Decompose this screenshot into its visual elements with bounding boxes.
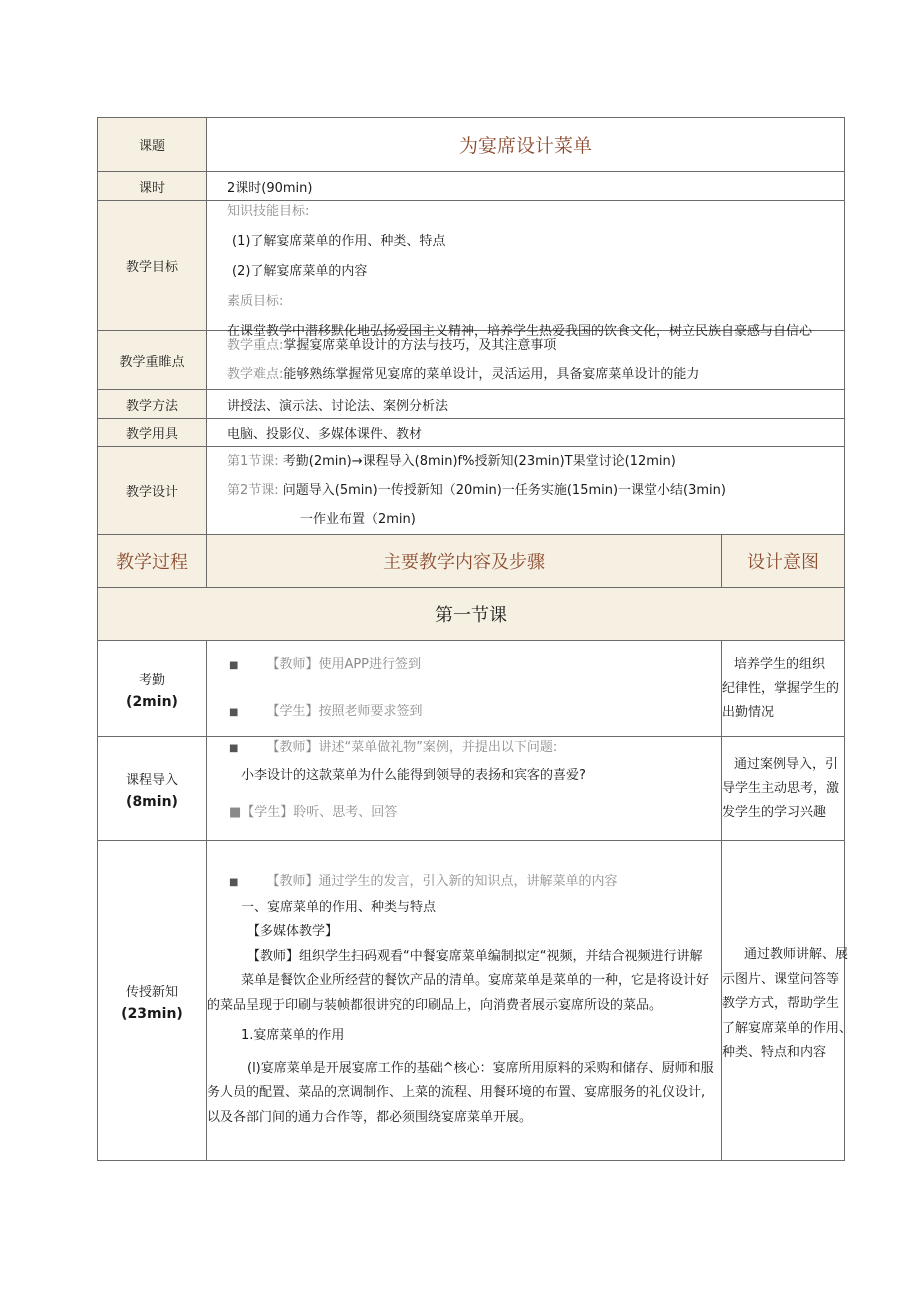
- tools-value: 电脑、投影仪、多媒体课件、教材: [207, 419, 845, 447]
- method-value: 讲授法、演示法、讨论法、案例分析法: [207, 390, 845, 419]
- goals-label: 教学目标: [98, 201, 207, 331]
- attendance-teacher: 【教师】使用APP进行签到: [266, 656, 422, 672]
- title-label: 课题: [98, 118, 207, 172]
- lesson-title: 为宴席设计菜单: [207, 118, 845, 172]
- knowledge-goal-2: (2)了解宴席菜单的内容: [232, 264, 368, 279]
- teach-intent: [722, 841, 853, 1161]
- teach-para1-line2: 的菜品呈现于印刷与装帧都很讲究的印刷品上，向消费者展示宴席所设的菜品。: [207, 997, 663, 1013]
- bullet-icon: ■: [229, 706, 239, 718]
- goals-cell: [207, 201, 845, 339]
- intent-line: 导学生主动思考，激: [722, 780, 840, 796]
- design-lesson1: 考勤(2min)→课程导入(8min)f%授新知(23min)T果堂讨论(12min): [282, 454, 676, 469]
- teach-heading-1: 一、宴席菜单的作用、种类与特点: [241, 899, 437, 915]
- method-label: 教学方法: [98, 390, 207, 419]
- teach-teacher-2: 组织学生扫码观看“中餐宴席菜单编制拟定“视频，并结合视频进行讲解: [299, 948, 703, 964]
- intent-line: 培养学生的组织: [734, 656, 826, 672]
- teach-media: 【多媒体教学】: [247, 924, 339, 939]
- design-lesson1-label: 第1节课:: [227, 454, 279, 469]
- intro-student: ■【学生】聆听、思考、回答: [229, 805, 398, 820]
- design-label: 教学设计: [98, 447, 207, 535]
- hours-value: 2课时(90min): [207, 172, 845, 201]
- intro-intent: [722, 737, 845, 841]
- intent-line: 种类、特点和内容: [722, 1045, 827, 1060]
- quality-goal-1: 在课堂教学中潜移默化地弘扬爱国主义精神，培养学生热爱我国的饮食文化，树立民族自豪感与自信心: [227, 324, 813, 339]
- quality-goal-label: 素质目标:: [227, 294, 284, 309]
- teach-para1-line1: 菜单是餐饮企业所经营的餐饮产品的清单。宴席菜单是菜单的一种，它是将设计好: [241, 973, 710, 988]
- key-point-text: 掌握宴席菜单设计的方法与技巧，及其注意事项: [283, 338, 557, 353]
- teach-para2-line1: (l)宴席菜单是开展宴席工作的基础^核心：宴席所用原料的采购和储存、厨师和服: [247, 1060, 714, 1076]
- intent-line: 出勤情况: [722, 704, 775, 720]
- attendance-content: [207, 641, 722, 737]
- teach-teacher-2-tag: 【教师】: [247, 948, 300, 964]
- bullet-icon: ■: [229, 877, 239, 888]
- intent-line: 教学方式，帮助学生: [722, 996, 840, 1011]
- intent-line: 了解宴席菜单的作用、: [722, 1020, 853, 1036]
- hours-label: 课时: [98, 172, 207, 201]
- intro-label-cell: [98, 737, 207, 841]
- attendance-intent: [722, 641, 845, 737]
- header-content: 主要教学内容及步骤: [207, 535, 722, 588]
- teach-para2-line2: 务人员的配置、菜品的烹调制作、上菜的流程、用餐环境的布置、宴席服务的礼仪设计,: [207, 1085, 706, 1100]
- knowledge-goal-label: 知识技能目标:: [227, 204, 310, 219]
- intent-line: 发学生的学习兴趣: [722, 804, 827, 820]
- tools-label: 教学用具: [98, 419, 207, 447]
- difficult-point-text: 能够熟练掌握常见宴席的菜单设计，灵活运用，具备宴席菜单设计的能力: [283, 367, 700, 382]
- section-title: 第一节课: [98, 588, 845, 641]
- design-cell: [207, 447, 845, 535]
- teach-teacher-1: 【教师】通过学生的发言，引入新的知识点，讲解菜单的内容: [266, 874, 618, 889]
- design-lesson2: 问题导入(5min)一传授新知（20min)一任务实施(15min)一课堂小结(3min): [282, 483, 726, 498]
- teach-time: (23min): [121, 1005, 183, 1022]
- teach-label-cell: [98, 841, 207, 1161]
- attendance-student: 【学生】按照老师要求签到: [266, 703, 423, 719]
- bullet-icon: ■: [229, 659, 239, 671]
- teach-content: [207, 841, 722, 1161]
- bullet-icon: ■: [229, 743, 239, 754]
- teach-para2-line3: 以及各部门间的通力合作等，都必须围绕宴席菜单开展。: [207, 1109, 533, 1125]
- knowledge-goal-1: (1)了解宴席菜单的作用、种类、特点: [232, 234, 446, 249]
- attendance-label: 考勤: [138, 672, 165, 688]
- intro-content: [207, 737, 722, 841]
- intro-question: 小李设计的这款菜单为什么能得到领导的表扬和宾客的喜爱?: [241, 768, 586, 783]
- intro-teacher: 【教师】讲述“菜单做礼物”案例，并提出以下问题:: [266, 740, 558, 755]
- intent-line: 通过案例导入，引: [734, 756, 839, 772]
- intro-time: (8min): [126, 793, 178, 810]
- intent-line: 纪律性，掌握学生的: [722, 680, 840, 696]
- key-points-label: 教学重睢点: [98, 331, 207, 390]
- teach-sub-heading-1: 1.宴席菜单的作用: [241, 1028, 345, 1043]
- header-intent: 设计意图: [722, 535, 845, 588]
- lesson-plan-table: [97, 117, 853, 1161]
- design-lesson2-label: 第2节课:: [227, 483, 279, 498]
- teach-label: 传授新知: [125, 984, 178, 1000]
- key-point-label: 教学重点:: [227, 338, 284, 353]
- intent-line: 通过教师讲解、展: [744, 947, 849, 962]
- design-lesson2-cont: 一作业布置（2min): [300, 512, 416, 527]
- attendance-time: (2min): [126, 693, 178, 710]
- header-process: 教学过程: [98, 535, 207, 588]
- intent-line: 示图片、课堂问答等: [722, 971, 840, 987]
- intro-label: 课程导入: [125, 772, 178, 788]
- attendance-label-cell: [98, 641, 207, 737]
- difficult-point-label: 教学难点:: [227, 367, 284, 382]
